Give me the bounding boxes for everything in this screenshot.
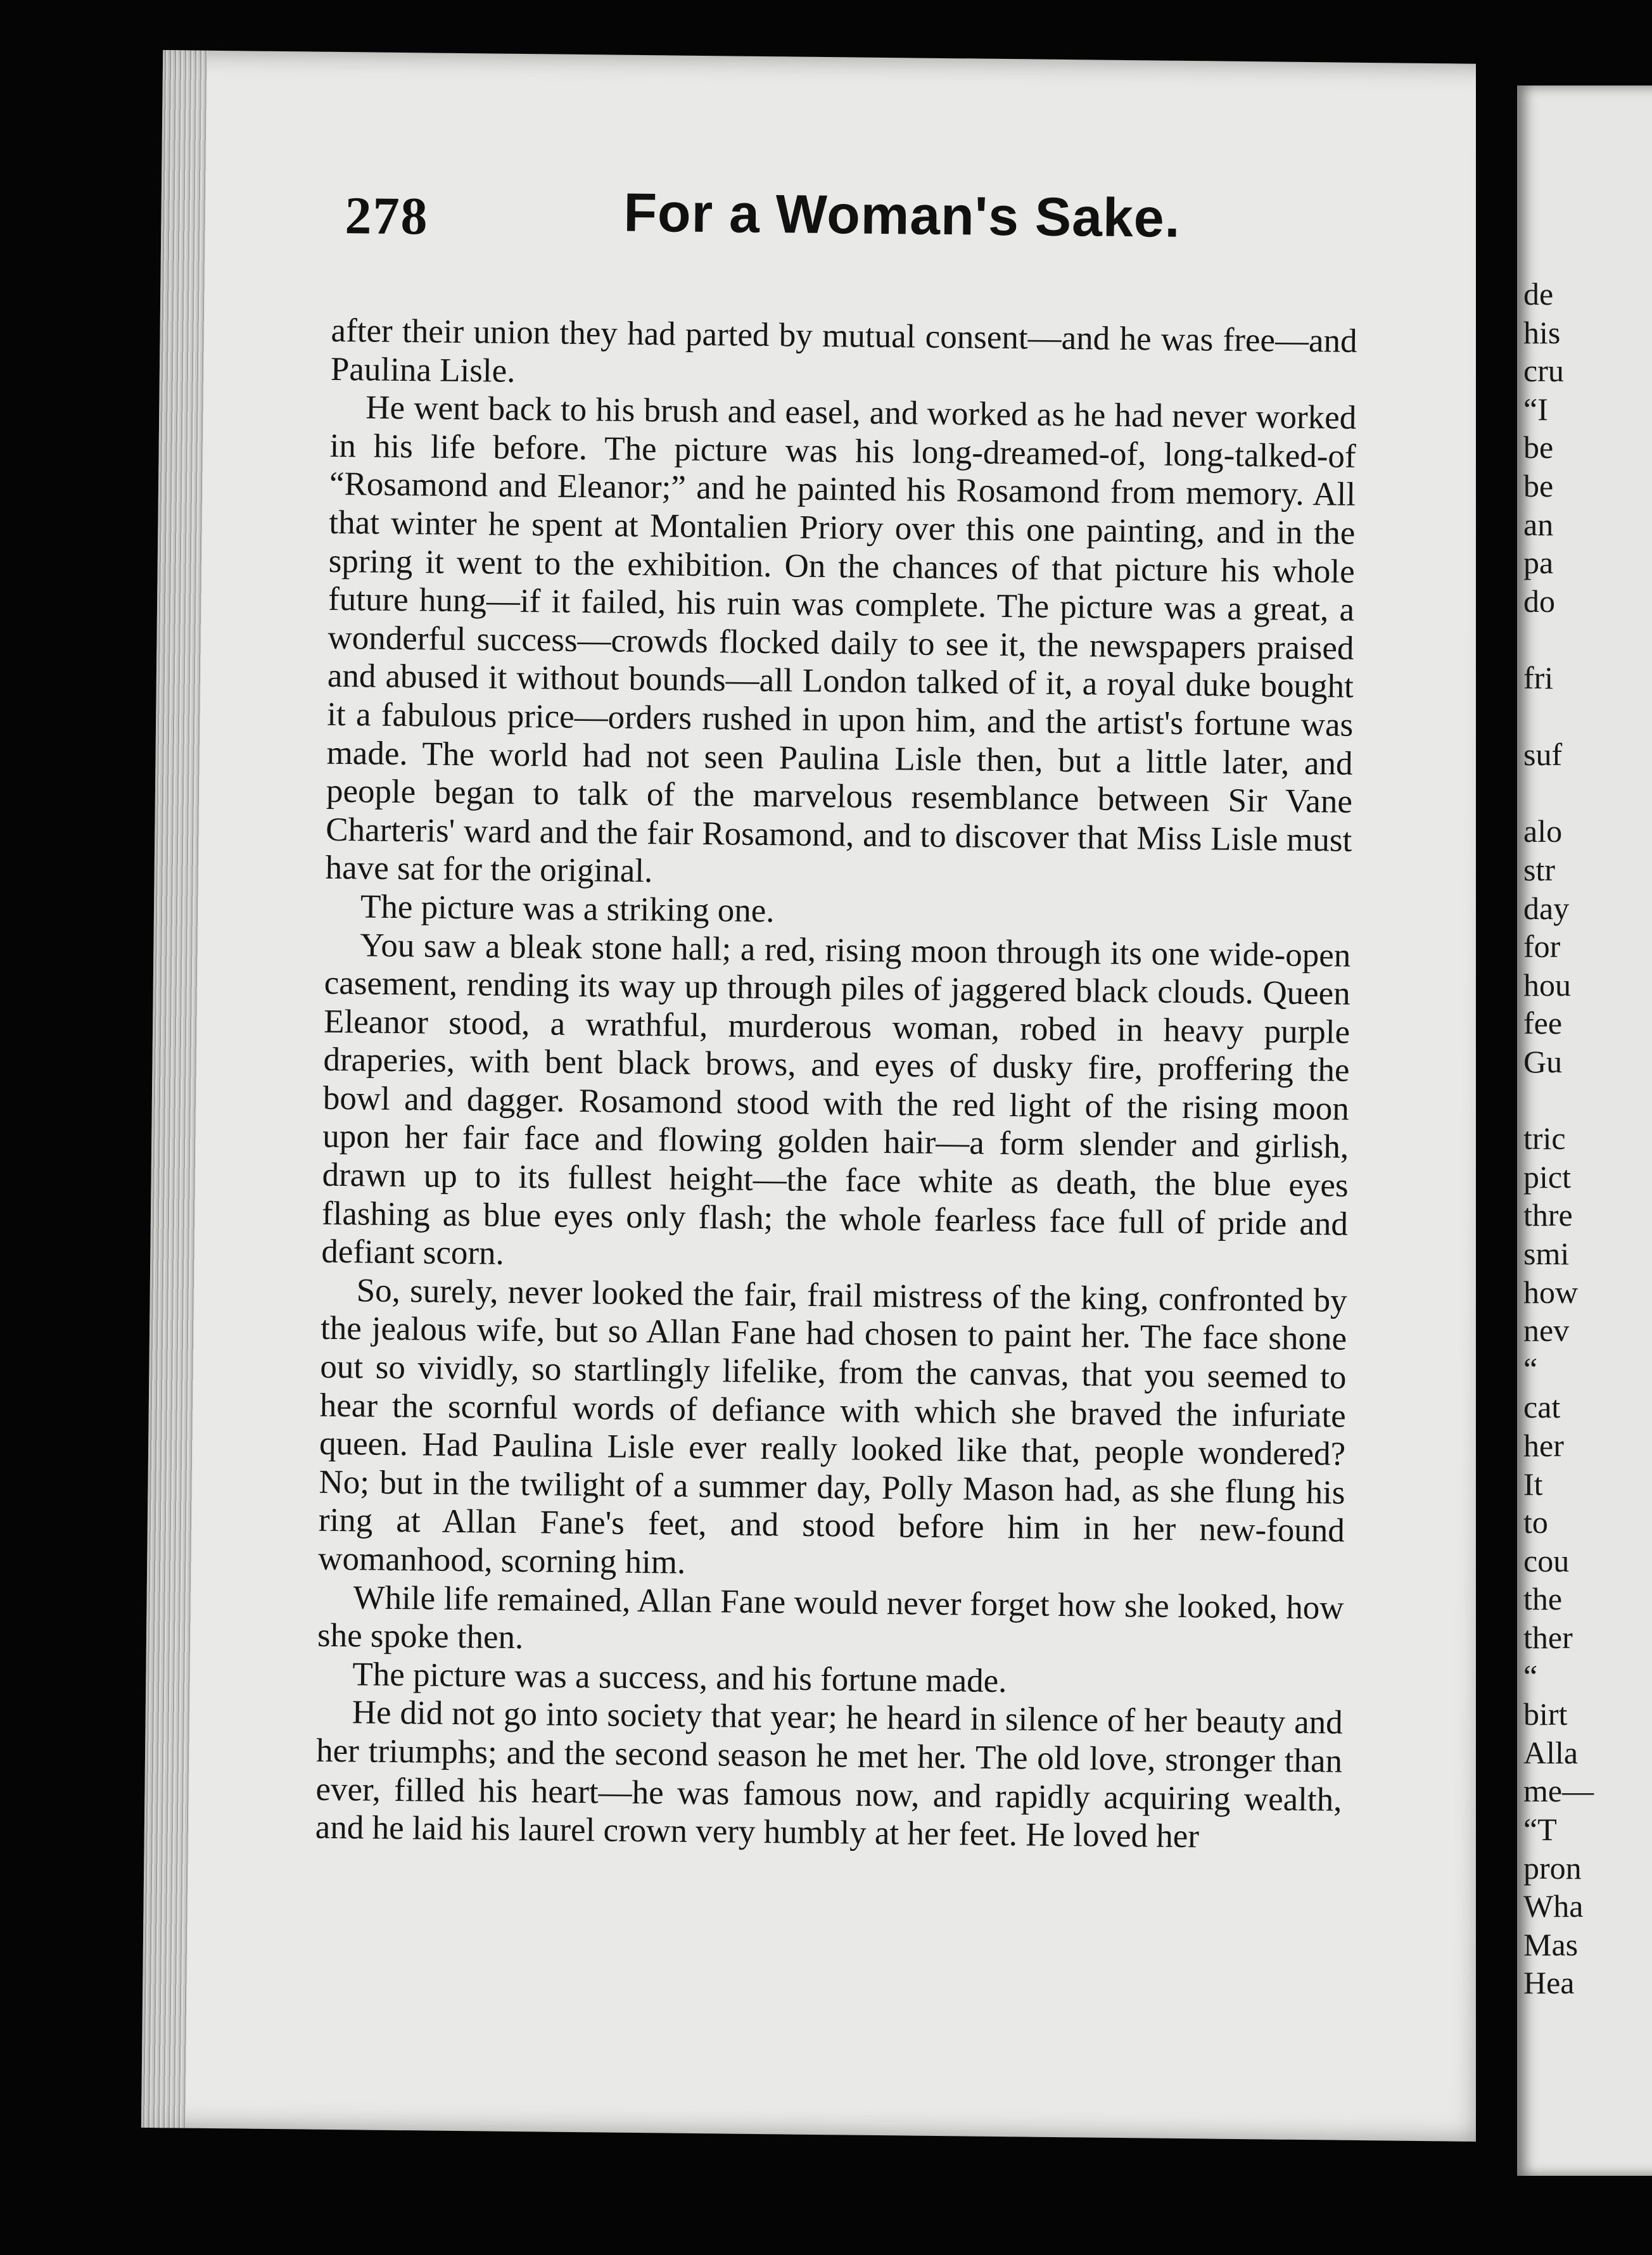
facing-page-fragment: be xyxy=(1523,429,1554,466)
facing-page-fragment: de xyxy=(1523,276,1554,312)
facing-page-fragment: cat xyxy=(1523,1389,1561,1425)
facing-page-fragment: do xyxy=(1523,583,1555,619)
facing-page-edge xyxy=(1517,86,1652,2176)
facing-page-fragment: cou xyxy=(1523,1542,1570,1578)
facing-page-fragment: It xyxy=(1523,1466,1543,1502)
facing-page-fragment: “I xyxy=(1523,391,1548,427)
facing-page-fragment: pron xyxy=(1523,1850,1582,1886)
page-edge-stack xyxy=(141,50,207,2128)
body-text xyxy=(315,312,1357,1858)
facing-page-fragment: Hea xyxy=(1523,1965,1575,2001)
facing-page-fragment: fee xyxy=(1523,1005,1563,1041)
left-page xyxy=(141,50,1499,2142)
facing-page-fragment: “ xyxy=(1523,1658,1538,1694)
facing-page-fragment: hou xyxy=(1523,967,1571,1003)
facing-page-fragment: be xyxy=(1523,468,1554,504)
facing-page-fragment: the xyxy=(1523,1581,1563,1617)
facing-page-fragment: her xyxy=(1523,1428,1564,1463)
facing-page-fragment: his xyxy=(1523,314,1561,350)
facing-page-fragment: birt xyxy=(1523,1696,1568,1732)
facing-page-fragment: ther xyxy=(1523,1620,1573,1655)
facing-page-fragment: tric xyxy=(1523,1121,1566,1157)
paragraph: He did not go into society that year; he heard in silence of her beauty and her triumphs; and the second season he met her. The old love, stronger than ever, filled his heart—he was famous now, and rapidly acquiring wealth, and he laid his laurel crown very humbly at her feet. He loved her xyxy=(315,1694,1343,1855)
facing-page-fragment: cru xyxy=(1523,353,1564,389)
facing-page-fragment: nev xyxy=(1523,1312,1570,1349)
facing-page-fragment: fri xyxy=(1523,660,1554,696)
facing-page-fragment: Wha xyxy=(1523,1888,1584,1924)
paragraph: You saw a bleak stone hall; a red, rising moon through its one wide-open casement, rending its way up through piles of jaggered black clouds. Queen Eleanor stood, a wrathful, murderous woman, robed in heavy purple draperies, with bent black brows, and eyes of dusky fire, proffering the bowl and dagger. Rosamond stood with the red light of the rising moon upon her fair face and flowing golden hair—a form slender and girlish, drawn up to its fullest height—the face white as death, the blue eyes flashing as blue eyes only flash; the whole fearless face full of pride and defiant scorn. xyxy=(321,926,1351,1273)
facing-page-fragment: Gu xyxy=(1523,1044,1563,1079)
paragraph: The picture was a success, and his fortune made. xyxy=(352,1656,1007,1699)
facing-page-fragment: how xyxy=(1523,1274,1579,1310)
page-header xyxy=(345,179,1371,272)
facing-page-fragment: suf xyxy=(1523,737,1563,773)
paragraph: He went back to his brush and easel, and worked as he had never worked in his life before. The picture was his long-dreamed-of, long-talked-of “Rosamond and Eleanor;” and he painted his Rosamond from memory. All that winter he spent at Montalien Priory over this one painting, and in the spring it went to the exhibition. On the chances of that picture his whole future hung—if it failed, his ruin was complete. The picture was a great, a wonderful success—crowds flocked daily to see it, the newspapers praised and abused it without bounds—all London talked of it, a royal duke bought it a fabulous price—orders rushed in upon him, and the artist's fortune was made. The world had not seen Paulina Lisle then, but a little later, and people began to talk of the marvelous resemblance between Sir Vane Charteris' ward and the fair Rosamond, and to discover that Miss Lisle must have sat for the original. xyxy=(325,389,1357,890)
book-gutter xyxy=(1476,0,1520,2255)
facing-page-fragment: me— xyxy=(1523,1773,1594,1809)
paragraph: So, surely, never looked the fair, frail mistress of the king, confronted by the jealous wife, but so Allan Fane had chosen to paint her. The face shone out so vividly, so startlingly lifelike, from the canvas, that you seemed to hear the scornful words of defiance with which she braved the infuriate queen. Had Paulina Lisle ever really looked like that, people wondered? No; but in the twilight of a summer day, Polly Mason had, as she flung his ring at Allan Fane's feet, and stood before him in her new-found womanhood, scorning him. xyxy=(318,1272,1347,1581)
facing-page-fragment: “ xyxy=(1523,1350,1538,1387)
facing-page-fragment: an xyxy=(1523,506,1554,542)
paragraph: While life remained, Allan Fane would never forget how she looked, how she spoke then. xyxy=(317,1578,1344,1656)
facing-page-fragment: smi xyxy=(1523,1236,1570,1271)
facing-page-fragment: to xyxy=(1523,1504,1548,1540)
page-number: 278 xyxy=(345,186,429,246)
facing-page-fragment: pict xyxy=(1523,1159,1571,1195)
facing-page-fragment: Mas xyxy=(1523,1926,1579,1962)
facing-page-fragment: thre xyxy=(1523,1197,1573,1233)
facing-page-fragment: “T xyxy=(1523,1812,1557,1847)
running-title: For a Woman's Sake. xyxy=(623,182,1181,249)
facing-page-fragment: day xyxy=(1523,890,1570,926)
facing-page-fragment: for xyxy=(1523,929,1561,965)
facing-page-fragment: pa xyxy=(1523,545,1554,581)
facing-page-fragment: str xyxy=(1523,852,1555,887)
facing-page-fragment: Alla xyxy=(1523,1734,1579,1770)
paragraph: The picture was a striking one. xyxy=(360,888,775,930)
paragraph: after their union they had parted by mutual consent—and he was free—and Paulina Lisle. xyxy=(330,312,1357,390)
facing-page-fragment: alo xyxy=(1523,813,1563,849)
